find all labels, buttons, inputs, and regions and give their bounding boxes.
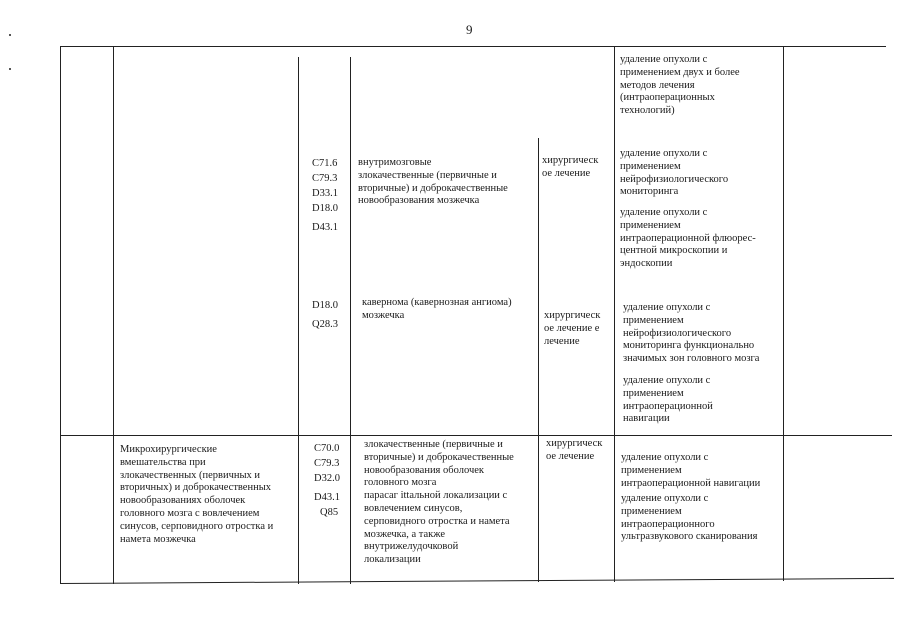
treatment-line: хирургическ <box>544 310 601 321</box>
method-line: центной микроскопии и <box>620 245 728 257</box>
procedure-line: синусов, серповидного отростка и <box>120 520 274 532</box>
icd-codes-cell <box>312 298 338 332</box>
treatment-line: ое лечение <box>546 450 595 462</box>
treatment-cell <box>542 155 598 181</box>
method-line: удаление опухоли с <box>623 375 711 386</box>
method-line: нейрофизиологического <box>623 327 732 339</box>
method-cell <box>623 302 759 366</box>
procedure-line: злокачественных (первичных и <box>120 469 261 481</box>
treatment-line: хирургическ <box>542 155 599 166</box>
diagnosis-line: вторичные) и доброкачественные <box>364 451 514 463</box>
method-line: удаление опухоли с <box>621 493 709 504</box>
diagnosis-line: мозжечка, а также <box>364 528 446 540</box>
diagnosis-line: локализации <box>364 554 421 566</box>
method-line: удаление опухоли с <box>621 452 709 463</box>
icd-code: D43.1 <box>314 492 340 503</box>
method-line: нейрофизиологического <box>620 173 729 185</box>
method-line: эндоскопии <box>620 258 673 270</box>
method-line: значимых зон головного мозга <box>623 353 760 365</box>
diagnosis-line: кавернома (кавернозная ангиома) <box>362 297 512 308</box>
icd-code: Q28.3 <box>312 319 338 330</box>
procedure-line: новообразованиях оболочек <box>120 495 246 507</box>
method-line: интраоперационной <box>623 400 713 412</box>
col-divider <box>783 46 784 581</box>
scan-mark <box>9 68 11 70</box>
treatment-line: хирургическ <box>546 438 603 449</box>
icd-code: C79.3 <box>314 458 340 469</box>
method-line: применением <box>623 387 684 399</box>
method-cell <box>620 54 740 118</box>
diagnosis-line: злокачественные (первичные и <box>358 169 497 181</box>
diagnosis-line: мозжечка <box>362 309 405 321</box>
method-line: интраоперационного <box>621 518 715 530</box>
diagnosis-line: новообразования оболочек <box>364 464 484 476</box>
diagnosis-line: внутрижелудочковой <box>364 541 459 553</box>
method-line: применением <box>620 219 681 231</box>
procedure-line: головного мозга с вовлечением <box>120 507 260 519</box>
method-line: применением <box>620 160 681 172</box>
table-bottom-border <box>60 578 894 584</box>
icd-code: D43.1 <box>312 222 338 233</box>
col-divider <box>350 57 351 584</box>
method-line: интраоперационной флюорес- <box>620 232 756 244</box>
icd-code: D33.1 <box>312 188 338 199</box>
method-cell <box>620 148 728 199</box>
treatment-line: ое лечение <box>542 167 591 179</box>
method-line: мониторинга <box>620 186 679 198</box>
procedure-line: намета мозжечка <box>120 533 196 545</box>
method-line: применением <box>621 464 682 476</box>
diagnosis-line: серповидного отростка и намета <box>364 515 510 527</box>
icd-code: D18.0 <box>312 300 338 311</box>
row-divider <box>60 435 892 436</box>
diagnosis-cell <box>362 297 512 323</box>
method-line: удаление опухоли с <box>623 302 711 313</box>
icd-code: D32.0 <box>314 473 340 484</box>
diagnosis-line: злокачественные (первичные и <box>364 439 503 450</box>
icd-codes-cell <box>312 156 338 235</box>
treatment-line: лечение <box>544 335 580 347</box>
treatment-line: ое лечение е <box>544 322 600 334</box>
col-divider <box>614 46 615 582</box>
diagnosis-line: головного мозга <box>364 477 437 489</box>
procedure-line: вторичных) и доброкачественных <box>120 482 272 494</box>
method-cell <box>620 207 756 271</box>
col-divider <box>538 138 539 582</box>
table-top-border <box>60 46 886 47</box>
method-line: удаление опухоли с <box>620 54 708 65</box>
method-line: удаление опухоли с <box>620 207 708 218</box>
method-line: удаление опухоли с <box>620 148 708 159</box>
procedure-name-cell <box>120 444 273 546</box>
method-cell <box>621 452 760 490</box>
procedure-line: вмешательства при <box>120 456 206 468</box>
method-line: применением <box>621 505 682 517</box>
method-cell <box>623 375 713 426</box>
col-divider <box>60 46 61 584</box>
method-line: (интраоперационных <box>620 92 715 104</box>
diagnosis-cell <box>364 439 514 567</box>
icd-code: C70.0 <box>314 443 340 454</box>
diagnosis-line: парасаг ittальной локализации с <box>364 490 508 502</box>
treatment-cell <box>546 438 602 464</box>
icd-codes-cell <box>314 441 340 520</box>
method-line: применением двух и более <box>620 66 740 78</box>
method-line: ультразвукового сканирования <box>621 531 758 543</box>
diagnosis-line: вторичные) и доброкачественные <box>358 182 508 194</box>
icd-code: Q85 <box>320 507 339 518</box>
method-cell <box>621 493 757 544</box>
method-line: методов лечения <box>620 79 695 91</box>
col-divider <box>298 57 299 584</box>
scan-mark <box>9 34 11 36</box>
icd-code: C79.3 <box>312 173 338 184</box>
diagnosis-line: внутримозговые <box>358 157 432 168</box>
diagnosis-line: вовлечением синусов, <box>364 502 463 514</box>
diagnosis-cell <box>358 157 508 208</box>
method-line: интраоперационной навигации <box>621 477 761 489</box>
diagnosis-line: новообразования мозжечка <box>358 195 480 207</box>
method-line: технологий) <box>620 105 675 117</box>
page-number: 9 <box>466 22 473 37</box>
method-line: навигации <box>623 413 670 425</box>
col-divider <box>113 46 114 584</box>
method-line: применением <box>623 314 684 326</box>
procedure-line: Микрохирургические <box>120 444 217 455</box>
icd-code: D18.0 <box>312 203 338 214</box>
icd-code: C71.6 <box>312 158 338 169</box>
treatment-cell <box>544 310 600 348</box>
method-line: мониторинга функционально <box>623 340 755 352</box>
